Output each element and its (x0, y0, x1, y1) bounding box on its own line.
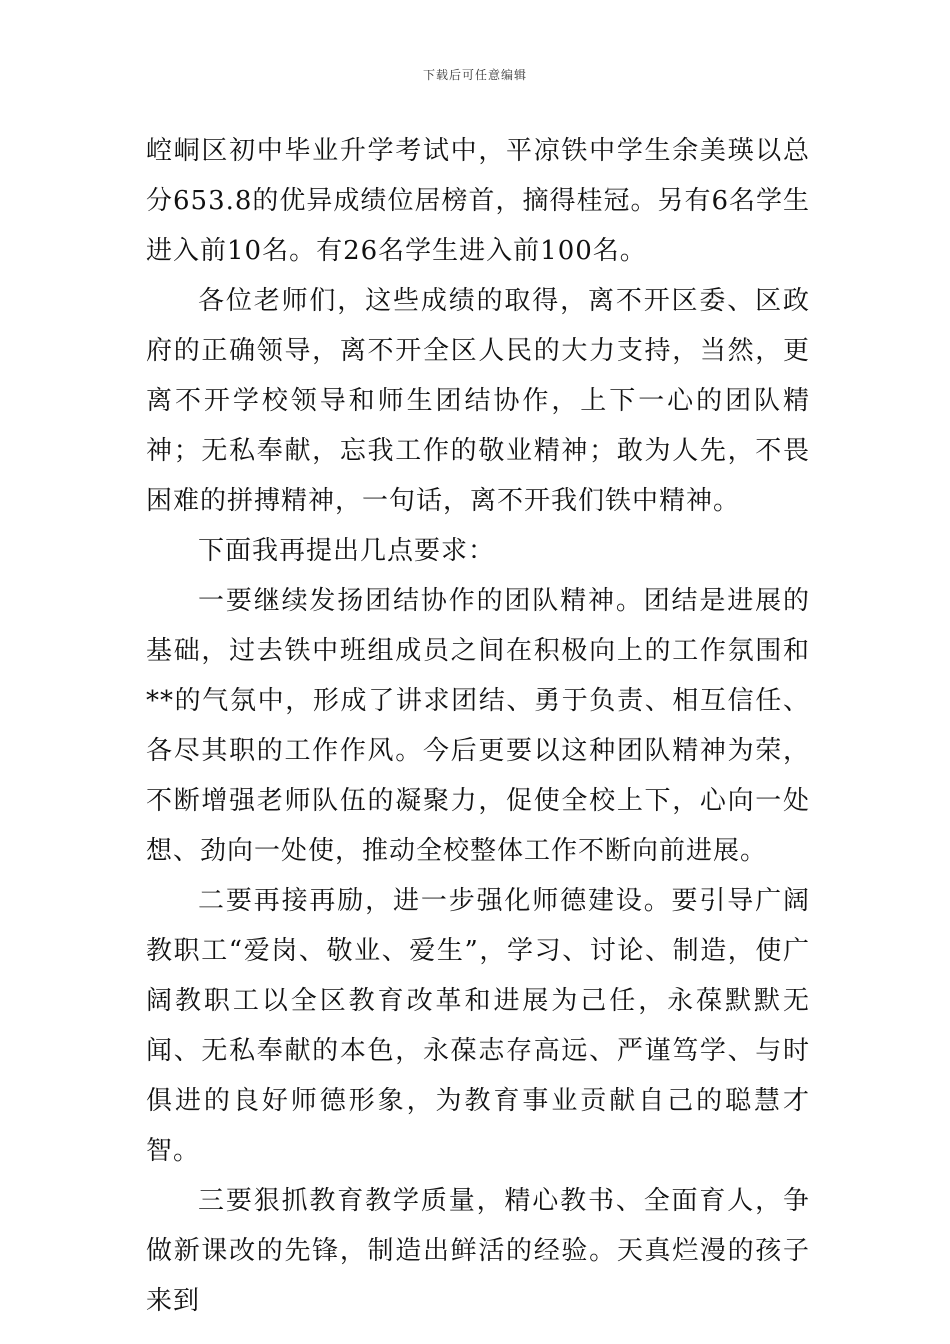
document-body (146, 126, 810, 1326)
paragraph-3: 下面我再提出几点要求： (198, 536, 496, 566)
paragraph-1: 崆峒区初中毕业升学考试中，平凉铁中学生余美瑛以总分653.8的优异成绩位居榜首，摘得桂冠。另有6名学生进入前10名。有26名学生进入前100名。 (146, 136, 810, 266)
page-header: 下载后可任意编辑 (422, 68, 527, 82)
paragraph-2: 各位老师们，这些成绩的取得，离不开区委、区政府的正确领导，离不开全区人民的大力支持，当然，更离不开学校领导和师生团结协作，上下一心的团队精神；无私奉献，忘我工作的敬业精神；敢为人先，不畏困难的拼搏精神，一句话，离不开我们铁中精神。 (146, 286, 810, 516)
paragraph-4: 一要继续发扬团结协作的团队精神。团结是进展的基础，过去铁中班组成员之间在积极向上的工作氛围和**的气氛中，形成了讲求团结、勇于负责、相互信任、各尽其职的工作作风。今后更要以这种团队精神为荣，不断增强老师队伍的凝聚力，促使全校上下，心向一处想、劲向一处使，推动全校整体工作不断向前进展。 (146, 586, 810, 866)
paragraph-5: 二要再接再励，进一步强化师德建设。要引导广阔教职工“爱岗、敬业、爱生”，学习、讨论、制造，使广阔教职工以全区教育改革和进展为己任，永葆默默无闻、无私奉献的本色，永葆志存高远、严谨笃学、与时俱进的良好师德形象，为教育事业贡献自己的聪慧才智。 (146, 886, 810, 1166)
paragraph-6: 三要狠抓教育教学质量，精心教书、全面育人，争做新课改的先锋，制造出鲜活的经验。天真烂漫的孩子来到 (146, 1186, 810, 1316)
